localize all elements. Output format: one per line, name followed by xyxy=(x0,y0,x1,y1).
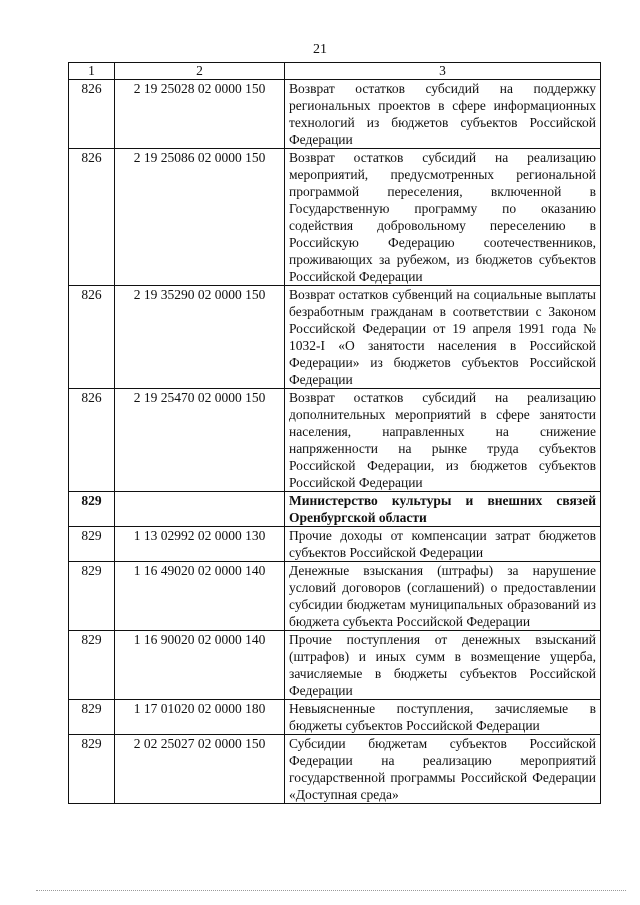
admin-code-cell: 829 xyxy=(69,735,115,804)
table-row xyxy=(69,527,601,562)
header-budget-code: 2 xyxy=(115,63,285,80)
admin-code-cell: 826 xyxy=(69,80,115,149)
description-cell: Возврат остатков субвенций на социальные выплаты безработным гражданам в соответствии с Законом Российской Федерации от 19 апреля 1991 года № 1032-I «О занятости населения в Российской Федерации» из бюджетов субъектов Российской Федерации xyxy=(285,286,601,389)
admin-code-cell: 826 xyxy=(69,286,115,389)
revenue-codes-table xyxy=(68,62,601,804)
description-cell: Возврат остатков субсидий на поддержку региональных проектов в сфере информационных технологий из бюджетов субъектов Российской Федерации xyxy=(285,80,601,149)
table-row xyxy=(69,631,601,700)
admin-code-cell: 829 xyxy=(69,492,115,527)
admin-code-cell: 829 xyxy=(69,631,115,700)
admin-code-cell: 826 xyxy=(69,389,115,492)
budget-code-cell xyxy=(115,492,285,527)
description-cell: Прочие доходы от компенсации затрат бюджетов субъектов Российской Федерации xyxy=(285,527,601,562)
table-row xyxy=(69,286,601,389)
header-admin-code: 1 xyxy=(69,63,115,80)
header-description: 3 xyxy=(285,63,601,80)
table-row xyxy=(69,700,601,735)
table-row xyxy=(69,80,601,149)
description-cell: Денежные взыскания (штрафы) за нарушение условий договоров (соглашений) о предоставлении субсидии бюджетам муниципальных образований из бюджета субъекта Российской Федерации xyxy=(285,562,601,631)
admin-code-cell: 829 xyxy=(69,562,115,631)
table-row xyxy=(69,562,601,631)
table-section-row xyxy=(69,492,601,527)
budget-code-cell: 2 02 25027 02 0000 150 xyxy=(115,735,285,804)
admin-code-cell: 826 xyxy=(69,149,115,286)
budget-code-cell: 1 13 02992 02 0000 130 xyxy=(115,527,285,562)
budget-code-cell: 1 16 49020 02 0000 140 xyxy=(115,562,285,631)
budget-code-cell: 1 16 90020 02 0000 140 xyxy=(115,631,285,700)
budget-code-cell: 2 19 25028 02 0000 150 xyxy=(115,80,285,149)
admin-code-cell: 829 xyxy=(69,700,115,735)
budget-code-cell: 1 17 01020 02 0000 180 xyxy=(115,700,285,735)
table-header-row xyxy=(69,63,601,80)
description-cell: Прочие поступления от денежных взысканий (штрафов) и иных сумм в возмещение ущерба, зачисляемые в бюджеты субъектов Российской Федерации xyxy=(285,631,601,700)
scan-artifact-line xyxy=(36,890,626,891)
description-cell: Министерство культуры и внешних связей Оренбургской области xyxy=(285,492,601,527)
page-number: 21 xyxy=(313,42,327,57)
table-row xyxy=(69,149,601,286)
budget-code-cell: 2 19 25086 02 0000 150 xyxy=(115,149,285,286)
admin-code-cell: 829 xyxy=(69,527,115,562)
table-row xyxy=(69,389,601,492)
description-cell: Невыясненные поступления, зачисляемые в бюджеты субъектов Российской Федерации xyxy=(285,700,601,735)
table-row xyxy=(69,735,601,804)
description-cell: Возврат остатков субсидий на реализацию мероприятий, предусмотренных региональной программой переселения, включенной в Государственную программу по оказанию содействия добровольному переселению в Российскую Федерацию соотечественников, проживающих за рубежом, из бюджетов субъектов Российской Федерации xyxy=(285,149,601,286)
budget-code-cell: 2 19 35290 02 0000 150 xyxy=(115,286,285,389)
budget-code-cell: 2 19 25470 02 0000 150 xyxy=(115,389,285,492)
description-cell: Возврат остатков субсидий на реализацию дополнительных мероприятий в сфере занятости населения, направленных на снижение напряженности на рынке труда субъектов Российской Федерации, из бюджетов субъектов Российской Федерации xyxy=(285,389,601,492)
description-cell: Субсидии бюджетам субъектов Российской Федерации на реализацию мероприятий государственной программы Российской Федерации «Доступная среда» xyxy=(285,735,601,804)
